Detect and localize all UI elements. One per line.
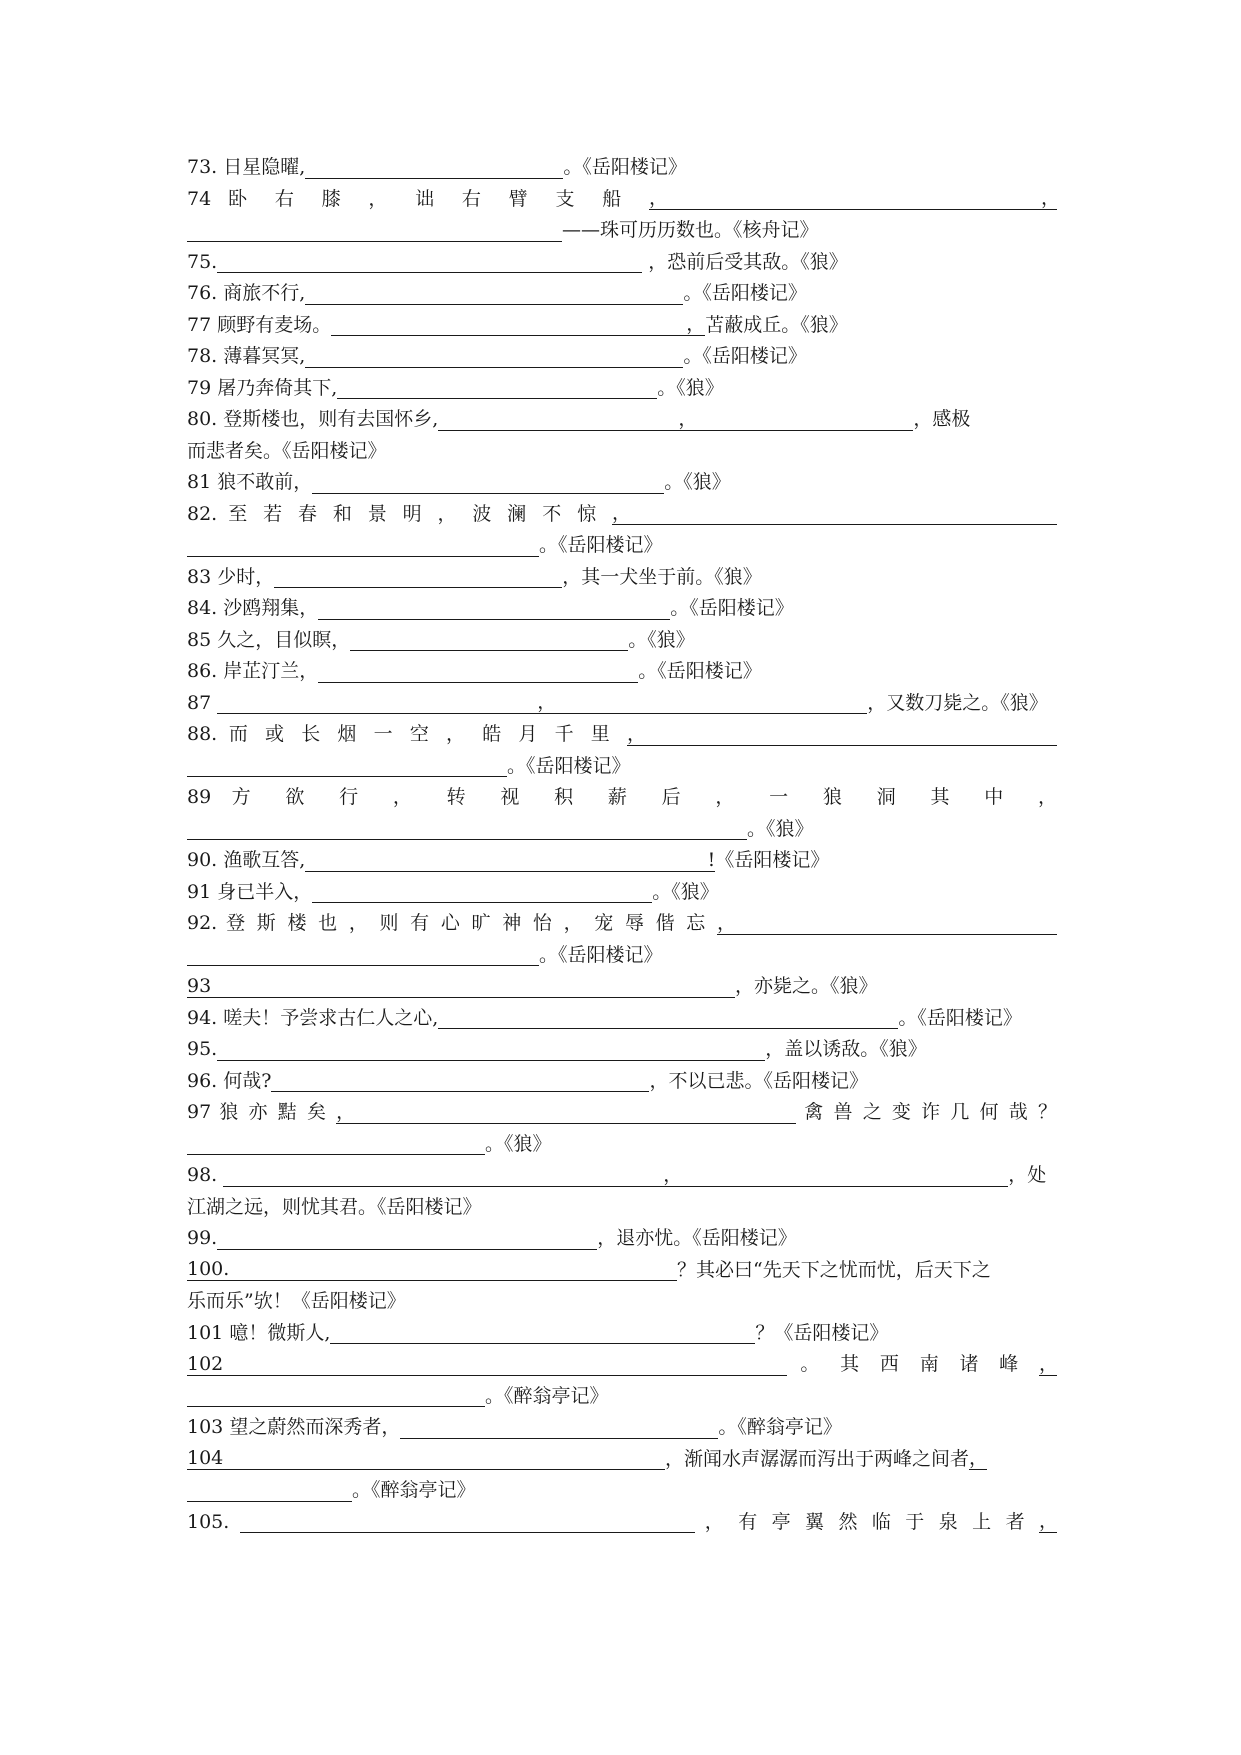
- item-84: 84. 沙鸥翔集， 。《岳阳楼记》: [187, 597, 794, 619]
- item-91: 91 身已半入， 。《狼》: [187, 880, 719, 903]
- item-103: 103 望之蔚然而深秀者， 。《醉翁亭记》: [187, 1416, 842, 1438]
- item-101: 101 噫！微斯人, ？《岳阳楼记》: [187, 1321, 889, 1344]
- blank[interactable]: ，: [969, 1447, 989, 1469]
- item-88: 88. 而 或 长 烟 一 空 ， 皓 月 千 里 ，: [187, 719, 1057, 751]
- item-90: 90. 渔歌互答, !《岳阳楼记》: [187, 848, 830, 871]
- blank[interactable]: [305, 345, 683, 368]
- blank[interactable]: 104: [187, 1447, 665, 1470]
- item-81: 81 狼不敢前， 。《狼》: [187, 471, 731, 493]
- item-94: 94. 嗟夫！予尝求古仁人之心, 。《岳阳楼记》: [187, 1006, 1022, 1029]
- blank[interactable]: [271, 1069, 649, 1092]
- item-97: 97 狼 亦 黠 矣 ， 禽 兽 之 变 诈 几 何 哉 ？: [187, 1100, 1057, 1123]
- blank[interactable]: [217, 250, 642, 273]
- blank[interactable]: [187, 1479, 352, 1502]
- item-76: 76. 商旅不行, 。《岳阳楼记》: [187, 282, 807, 304]
- item-82-cont: 。《岳阳楼记》: [187, 530, 1057, 562]
- item-104-cont: 。《醉翁亭记》: [187, 1475, 1057, 1507]
- blank[interactable]: ，: [1039, 1352, 1059, 1375]
- item-83: 83 少时， ，其一犬坐于前。《狼》: [187, 565, 762, 588]
- blank[interactable]: 102: [187, 1353, 787, 1376]
- item-78: 78. 薄暮冥冥, 。《岳阳楼记》: [187, 345, 807, 367]
- blank[interactable]: [330, 1321, 755, 1344]
- item-80: 80. 登斯楼也，则有去国怀乡, ， ，感极: [187, 407, 971, 430]
- item-100-cont: 乐而乐”欤！《岳阳楼记》: [187, 1290, 406, 1312]
- blank[interactable]: [274, 565, 562, 588]
- blank[interactable]: ，: [331, 313, 705, 336]
- blank[interactable]: ，: [649, 187, 1041, 210]
- blank[interactable]: [187, 943, 539, 966]
- item-74: 74 卧 右 膝 ， 诎 右 臂 支 船 ， ，: [187, 187, 1060, 210]
- item-75: 75. ，恐前后受其敌。《狼》: [187, 250, 848, 273]
- blank[interactable]: [438, 1006, 898, 1029]
- blank[interactable]: [187, 1384, 485, 1407]
- blank[interactable]: [337, 376, 657, 399]
- blank[interactable]: [187, 219, 562, 242]
- blank[interactable]: [350, 628, 628, 651]
- blank[interactable]: [240, 1510, 695, 1533]
- blank[interactable]: [305, 282, 683, 305]
- blank[interactable]: [187, 754, 507, 777]
- blank[interactable]: ，: [1040, 187, 1060, 209]
- blank[interactable]: ，: [438, 408, 913, 431]
- item-92: 92. 登 斯 楼 也 ， 则 有 心 旷 神 怡 ， 宠 辱 偕 忘 ，: [187, 908, 1057, 940]
- item-98: 98. ， ，处: [187, 1163, 1047, 1186]
- item-86: 86. 岸芷汀兰， 。《岳阳楼记》: [187, 660, 762, 682]
- blank[interactable]: 93: [187, 975, 735, 998]
- blank[interactable]: 100.: [187, 1258, 677, 1281]
- blank[interactable]: [187, 817, 747, 840]
- blank[interactable]: [318, 597, 670, 620]
- item-95: 95. ，盖以诱敌。《狼》: [187, 1038, 927, 1060]
- blank[interactable]: [217, 1227, 597, 1250]
- item-73: 73. 日星隐曜, 。《岳阳楼记》: [187, 156, 687, 178]
- item-92-cont: 。《岳阳楼记》: [187, 940, 1057, 972]
- item-82: 82. 至 若 春 和 景 明 ， 波 澜 不 惊 ，: [187, 499, 1057, 531]
- blank[interactable]: ，: [627, 723, 1057, 746]
- item-87: 87 ， ，又数刀毙之。《狼》: [187, 691, 1048, 714]
- blank[interactable]: !: [305, 849, 715, 872]
- blank[interactable]: ，: [217, 691, 867, 714]
- item-104: 104 ，渐闻水声潺潺而泻出于两峰之间者，: [187, 1447, 989, 1470]
- blank[interactable]: [318, 660, 638, 683]
- item-99: 99. ，退亦忧。《岳阳楼记》: [187, 1227, 797, 1249]
- blank[interactable]: ，: [336, 1101, 796, 1124]
- item-93: 93 ，亦毙之。《狼》: [187, 974, 878, 997]
- item-97-cont: 。《狼》: [187, 1129, 1057, 1161]
- item-77: 77 顾野有麦场。 ，苫蔽成丘。《狼》: [187, 313, 848, 336]
- blank[interactable]: [312, 880, 652, 903]
- item-89: 89 方 欲 行 ， 转 视 积 薪 后 ， 一 狼 洞 其 中 ，: [187, 786, 1057, 808]
- item-96: 96. 何哉? ，不以已悲。《岳阳楼记》: [187, 1069, 868, 1092]
- blank[interactable]: [312, 471, 664, 494]
- blank[interactable]: ，: [717, 912, 1057, 935]
- blank[interactable]: ，: [612, 502, 1057, 525]
- item-80-cont: 而悲者矣。《岳阳楼记》: [187, 439, 387, 462]
- item-88-cont: 。《岳阳楼记》: [187, 751, 1057, 783]
- item-102-cont: 。《醉翁亭记》: [187, 1381, 1057, 1413]
- blank[interactable]: [187, 1132, 485, 1155]
- item-102: 102 。 其 西 南 诸 峰 ，: [187, 1352, 1059, 1375]
- item-105: 105. ， 有 亭 翼 然 临 于 泉 上 者 ，: [187, 1510, 1059, 1533]
- item-79: 79 屠乃奔倚其下, 。《狼》: [187, 376, 724, 399]
- blank[interactable]: [217, 1038, 765, 1061]
- item-98-cont: 江湖之远，则忧其君。《岳阳楼记》: [187, 1195, 482, 1218]
- item-100: 100. ？其必曰“先天下之忧而忧，后天下之: [187, 1258, 991, 1281]
- blank[interactable]: [187, 534, 539, 557]
- blank[interactable]: [400, 1416, 718, 1439]
- item-85: 85 久之，目似瞑， 。《狼》: [187, 628, 695, 651]
- blank[interactable]: ，: [1039, 1510, 1059, 1532]
- blank[interactable]: ，: [223, 1164, 1008, 1187]
- blank[interactable]: [305, 156, 563, 179]
- item-89-cont: 。《狼》: [187, 814, 1057, 846]
- item-74-cont: ——珠可历历数也。《核舟记》: [187, 215, 1057, 247]
- worksheet-page: [187, 152, 1060, 1538]
